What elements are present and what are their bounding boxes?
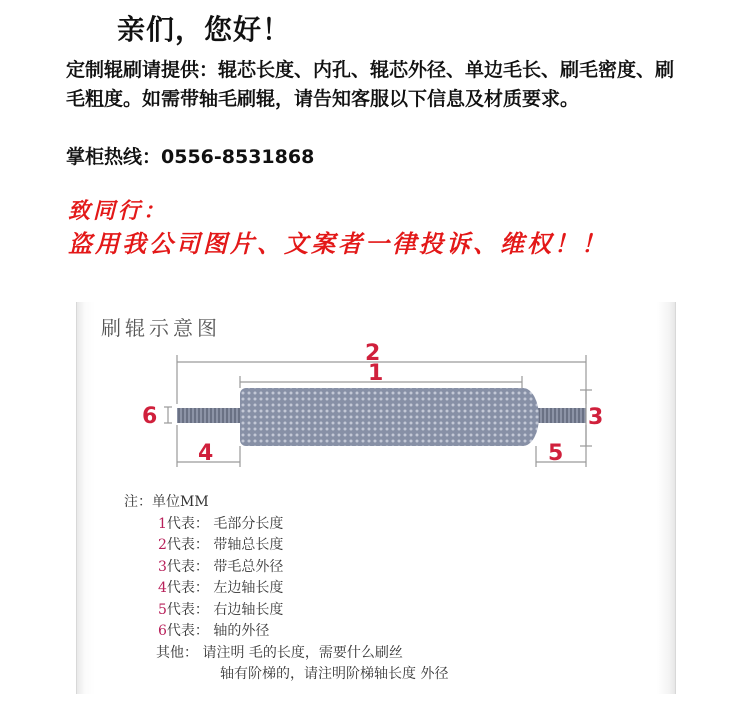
note-item: 3代表： 带毛总外径 xyxy=(158,558,284,575)
notes-block xyxy=(124,492,448,686)
note-other-line-2: 轴有阶梯的，请注明阶梯轴长度 外径 xyxy=(220,666,449,682)
label-2: 2 xyxy=(365,341,381,366)
warning-line-1: 致同行： xyxy=(68,198,169,224)
intro-text: 定制辊刷请提供：辊芯长度、内孔、辊芯外径、单边毛长、刷毛密度、刷毛粗度。如需带轴毛刷辊，请告知客服以下信息及材质要求。 xyxy=(66,59,675,110)
hotline-text: 掌柜热线：0556-8531868 xyxy=(66,146,315,168)
dimension-6 xyxy=(164,407,172,423)
roller-right-end xyxy=(507,388,539,446)
label-5: 5 xyxy=(548,441,564,466)
note-item: 2代表： 带轴总长度 xyxy=(158,537,284,553)
note-item: 5代表： 右边轴长度 xyxy=(158,601,284,618)
note-item: 6代表： 轴的外径 xyxy=(158,623,270,639)
brush-roller-body xyxy=(240,388,525,446)
diagram-title: 刷辊示意图 xyxy=(101,316,221,340)
warning-line-2: 盗用我公司图片、文案者一律投诉、维权！！ xyxy=(68,229,608,258)
label-4: 4 xyxy=(198,441,214,466)
label-6: 6 xyxy=(142,404,158,429)
note-item: 4代表： 左边轴长度 xyxy=(158,580,284,596)
label-3: 3 xyxy=(588,405,604,430)
left-shaft xyxy=(177,408,241,423)
note-item: 1代表： 毛部分长度 xyxy=(158,515,284,532)
right-shaft xyxy=(536,408,586,423)
note-other: 其他： 请注明 毛的长度，需要什么刷丝 xyxy=(156,644,403,661)
notes-unit: 注：单位MM xyxy=(124,494,209,510)
label-1: 1 xyxy=(368,361,384,386)
greeting-heading: 亲们，您好！ xyxy=(117,13,292,46)
